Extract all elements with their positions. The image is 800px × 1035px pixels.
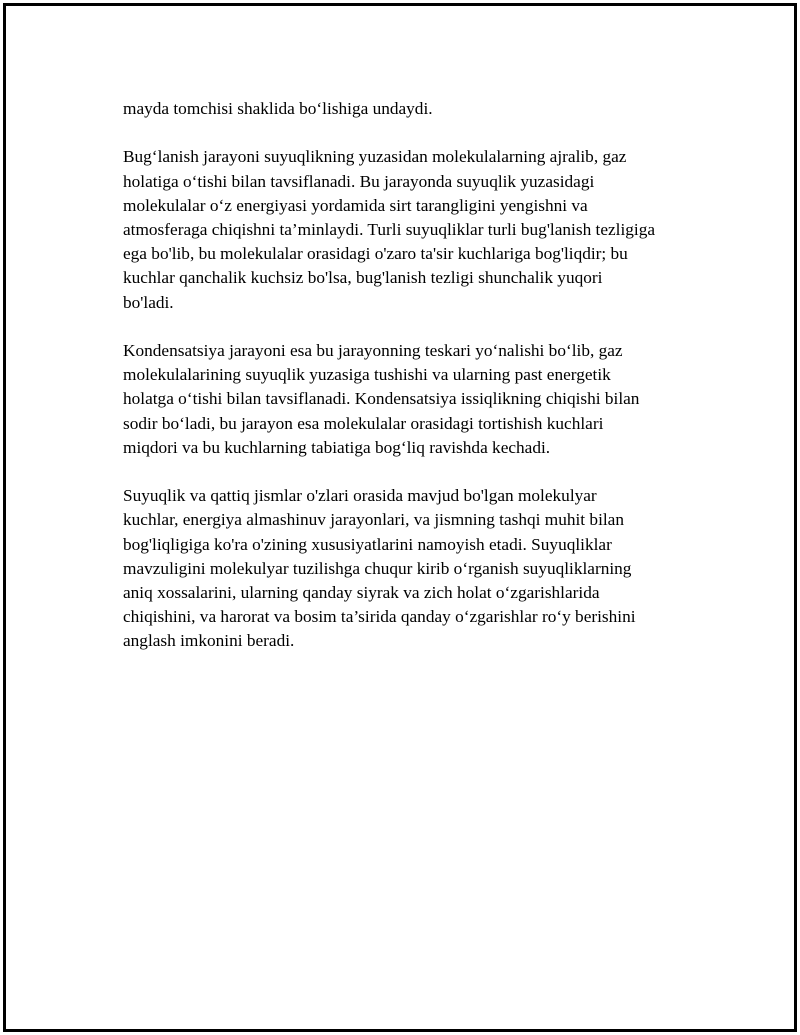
- text-line: Suyuqlik va qattiq jismlar o'zlari orasida mavjud bo'lgan molekulyar: [123, 486, 597, 506]
- page-body: [123, 97, 703, 678]
- text-line: Bug‘lanish jarayoni suyuqlikning yuzasidan molekulalarning ajralib, gaz: [123, 147, 627, 167]
- text-line: miqdori va bu kuchlarning tabiatiga bog‘liq ravishda kechadi.: [123, 437, 551, 457]
- text-line: aniq xossalarini, ularning qanday siyrak va zich holat o‘zgarishlarida: [123, 583, 600, 603]
- text-line: chiqishini, va harorat va bosim ta’sirida qanday o‘zgarishlar ro‘y berishini: [123, 607, 636, 627]
- text-line: bo'ladi.: [123, 292, 174, 312]
- text-line: kuchlar, energiya almashinuv jarayonlari, va jismning tashqi muhit bilan: [123, 510, 624, 530]
- text-line: sodir bo‘ladi, bu jarayon esa molekulalar orasidagi tortishish kuchlari: [123, 413, 604, 433]
- text-line: mayda tomchisi shaklida bo‘lishiga undaydi.: [123, 99, 433, 118]
- text-line: kuchlar qanchalik kuchsiz bo'lsa, bug'lanish tezligi shunchalik yuqori: [123, 268, 603, 288]
- text-line: Kondensatsiya jarayoni esa bu jarayonning teskari yo‘nalishi bo‘lib, gaz: [123, 341, 623, 360]
- text-line: molekulalar o‘z energiyasi yordamida sirt tarangligini yengishni va: [123, 195, 588, 215]
- page-frame: [3, 3, 797, 1032]
- text-line: holatiga o‘tishi bilan tavsiflanadi. Bu jarayonda suyuqlik yuzasidagi: [123, 171, 595, 191]
- paragraph-2: [123, 145, 703, 314]
- paragraph-1: [123, 97, 703, 121]
- paragraph-3: [123, 339, 703, 460]
- text-line: mavzuligini molekulyar tuzilishga chuqur kirib o‘rganish suyuqliklarning: [123, 558, 632, 578]
- text-line: ega bo'lib, bu molekulalar orasidagi o'zaro ta'sir kuchlariga bog'liqdir; bu: [123, 244, 628, 264]
- text-line: anglash imkonini beradi.: [123, 631, 295, 651]
- text-line: holatga o‘tishi bilan tavsiflanadi. Kondensatsiya issiqlikning chiqishi bilan: [123, 389, 640, 409]
- text-line: atmosferaga chiqishni ta’minlaydi. Turli suyuqliklar turli bug'lanish tezligiga: [123, 220, 656, 239]
- text-line: molekulalarining suyuqlik yuzasiga tushishi va ularning past energetik: [123, 365, 611, 385]
- paragraph-4: [123, 484, 703, 653]
- text-line: bog'liqligiga ko'ra o'zining xususiyatlarini namoyish etadi. Suyuqliklar: [123, 534, 612, 554]
